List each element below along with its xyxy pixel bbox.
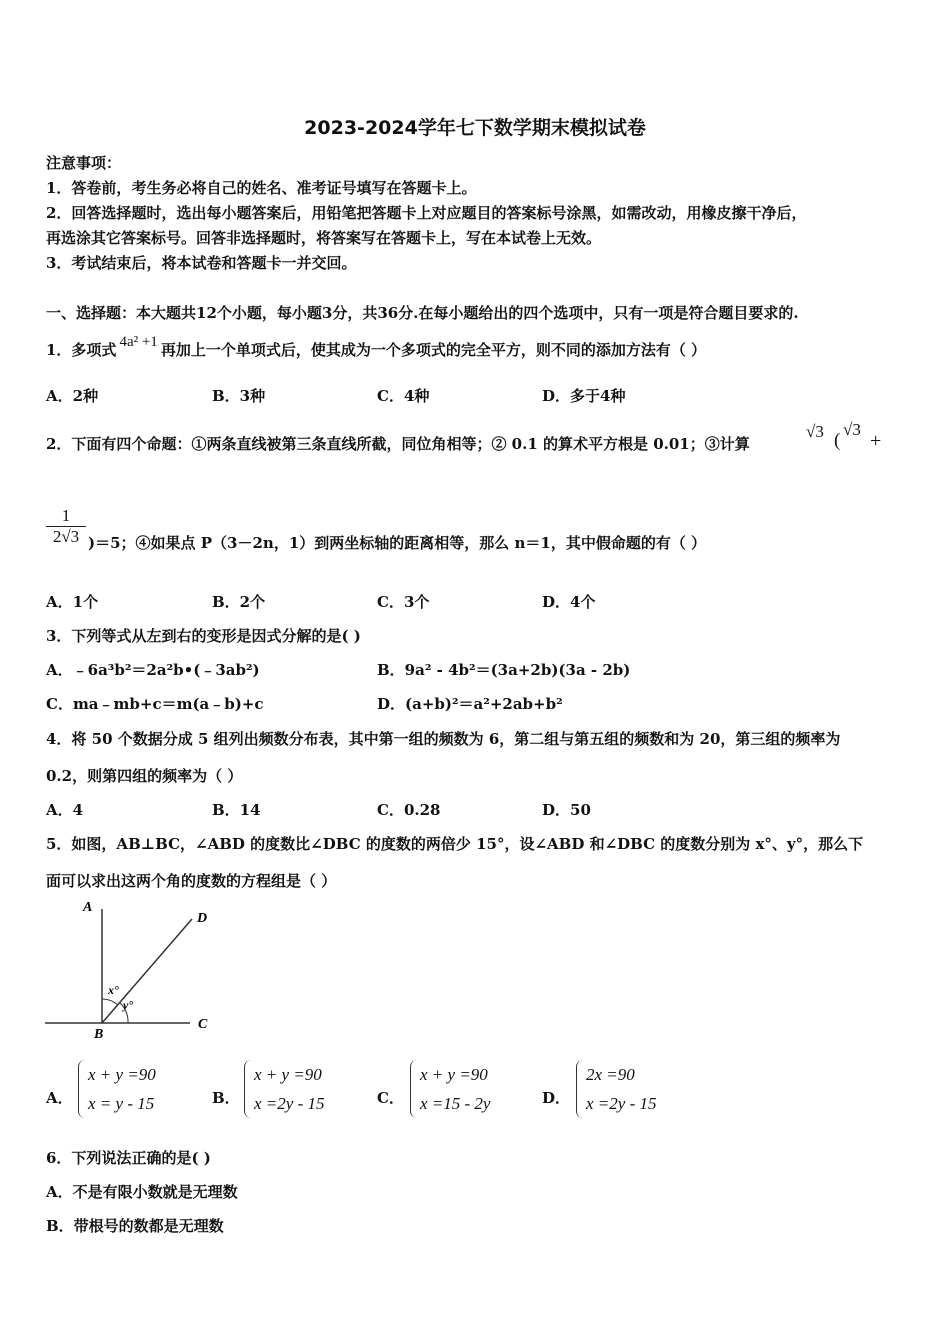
q2-fraction-denominator: 2√3	[46, 526, 86, 547]
q5-option-c-eq2: x =15 - 2y	[420, 1094, 491, 1113]
q2-fraction-numerator: 1	[61, 506, 71, 525]
section-heading: 一、选择题：本大题共12个小题，每小题3分，共36分.在每小题给出的四个选项中，只有一项是符合题目要求的.	[46, 304, 799, 322]
page-title: 2023-2024学年七下数学期末模拟试卷	[304, 117, 646, 139]
q5-option-d-eq1: 2x =90	[586, 1065, 635, 1084]
q1-suffix: 再加上一个单项式后，使其成为一个多项式的完全平方，则不同的添加方法有（ ）	[160, 341, 707, 359]
label-x: x°	[108, 983, 119, 997]
q2-option-a: A．1个	[46, 593, 99, 611]
q2-option-d: D．4个	[542, 593, 596, 611]
label-y: y°	[123, 998, 134, 1012]
q6-option-b: B．带根号的数都是无理数	[46, 1217, 224, 1235]
segment-bd	[102, 919, 192, 1023]
q6-stem: 6．下列说法正确的是( )	[46, 1149, 211, 1167]
q4-option-a: A．4	[46, 801, 84, 819]
label-c: C	[198, 1017, 208, 1032]
q5-option-b-eq2: x =2y - 15	[254, 1094, 325, 1113]
q1-option-d: D．多于4种	[542, 387, 626, 405]
q5-option-d-system	[576, 1060, 656, 1118]
q5-option-c-label: C．	[377, 1089, 404, 1107]
q3-option-a: A．﹣6a³b²＝2a²b•(﹣3ab²)	[46, 661, 260, 679]
q2-plus: +	[870, 430, 882, 452]
q5-line-2: 面可以求出这两个角的度数的方程组是（ ）	[46, 872, 337, 890]
q5-option-a-label: A．	[46, 1089, 73, 1107]
q1-stem	[46, 334, 707, 360]
q4-option-b: B．14	[212, 801, 261, 819]
q5-option-d-eq2: x =2y - 15	[586, 1094, 657, 1113]
q5-option-b-label: B．	[212, 1089, 240, 1107]
q2-open-paren: (	[834, 430, 841, 451]
q5-line-1: 5．如图，AB⊥BC，∠ABD 的度数比∠DBC 的度数的两倍少 15°，设∠ABD 和∠DBC 的度数分别为 x°、y°，那么下	[46, 835, 864, 853]
q2-sqrt3-b: √3	[843, 420, 861, 439]
q5-option-b-system	[244, 1060, 324, 1118]
q5-option-b-eq1: x + y =90	[254, 1065, 322, 1084]
q1-option-c: C．4种	[377, 387, 430, 405]
q5-figure	[40, 895, 220, 1045]
q2-option-b: B．2个	[212, 593, 266, 611]
note-line-4: 3．考试结束后，将本试卷和答题卡一并交回。	[46, 254, 357, 272]
note-line-2: 2．回答选择题时，选出每小题答案后，用铅笔把答题卡上对应题目的答案标号涂黑，如需改动，用橡皮擦干净后，	[46, 204, 807, 222]
q5-option-a-eq2: x = y - 15	[88, 1094, 155, 1113]
q4-line-1: 4．将 50 个数据分成 5 组列出频数分布表，其中第一组的频数为 6，第二组与第五组的频数和为 20，第三组的频率为	[46, 730, 841, 748]
q1-option-a: A．2种	[46, 387, 99, 405]
label-a: A	[83, 900, 93, 915]
q5-option-c-eq1: x + y =90	[420, 1065, 488, 1084]
note-line-3: 再选涂其它答案标号。回答非选择题时，将答案写在答题卡上，写在本试卷上无效。	[46, 229, 602, 247]
q5-option-a-system	[78, 1060, 156, 1118]
q1-expression: 4a² +1	[119, 334, 158, 350]
q4-option-d: D．50	[542, 801, 591, 819]
q5-option-d-label: D．	[542, 1089, 571, 1107]
q5-option-c-system	[410, 1060, 490, 1118]
note-line-1: 1．答卷前，考生务必将自己的姓名、准考证号填写在答题卡上。	[46, 179, 477, 197]
q4-option-c: C．0.28	[377, 801, 441, 819]
q5-option-a-eq1: x + y =90	[88, 1065, 156, 1084]
q3-option-d: D．(a+b)²＝a²+2ab+b²	[377, 695, 563, 713]
label-d: D	[197, 911, 208, 926]
q3-option-b: B．9a² - 4b²＝(3a+2b)(3a - 2b)	[377, 661, 631, 679]
q4-line-2: 0.2，则第四组的频率为（ ）	[46, 767, 243, 785]
q3-stem: 3．下列等式从左到右的变形是因式分解的是( )	[46, 627, 361, 645]
label-b: B	[94, 1027, 104, 1042]
q1-prefix: 1．多项式	[46, 341, 117, 359]
q6-option-a: A．不是有限小数就是无理数	[46, 1183, 238, 1201]
q1-option-b: B．3种	[212, 387, 266, 405]
q3-option-c: C．ma﹣mb+c＝m(a﹣b)+c	[46, 695, 264, 713]
q2-line-1: 2．下面有四个命题：①两条直线被第三条直线所截，同位角相等；② 0.1 的算术平方根是 0.01；③计算	[46, 435, 750, 453]
q2-option-c: C．3个	[377, 593, 430, 611]
q2-sqrt3: √3	[806, 422, 824, 441]
notes-heading: 注意事项：	[46, 154, 122, 172]
q2-fraction	[46, 506, 86, 547]
q2-line-2: )＝5；④如果点 P（3－2n，1）到两坐标轴的距离相等，那么 n＝1，其中假命题的有（ ）	[88, 534, 707, 552]
angle-arc-x	[102, 999, 118, 1005]
